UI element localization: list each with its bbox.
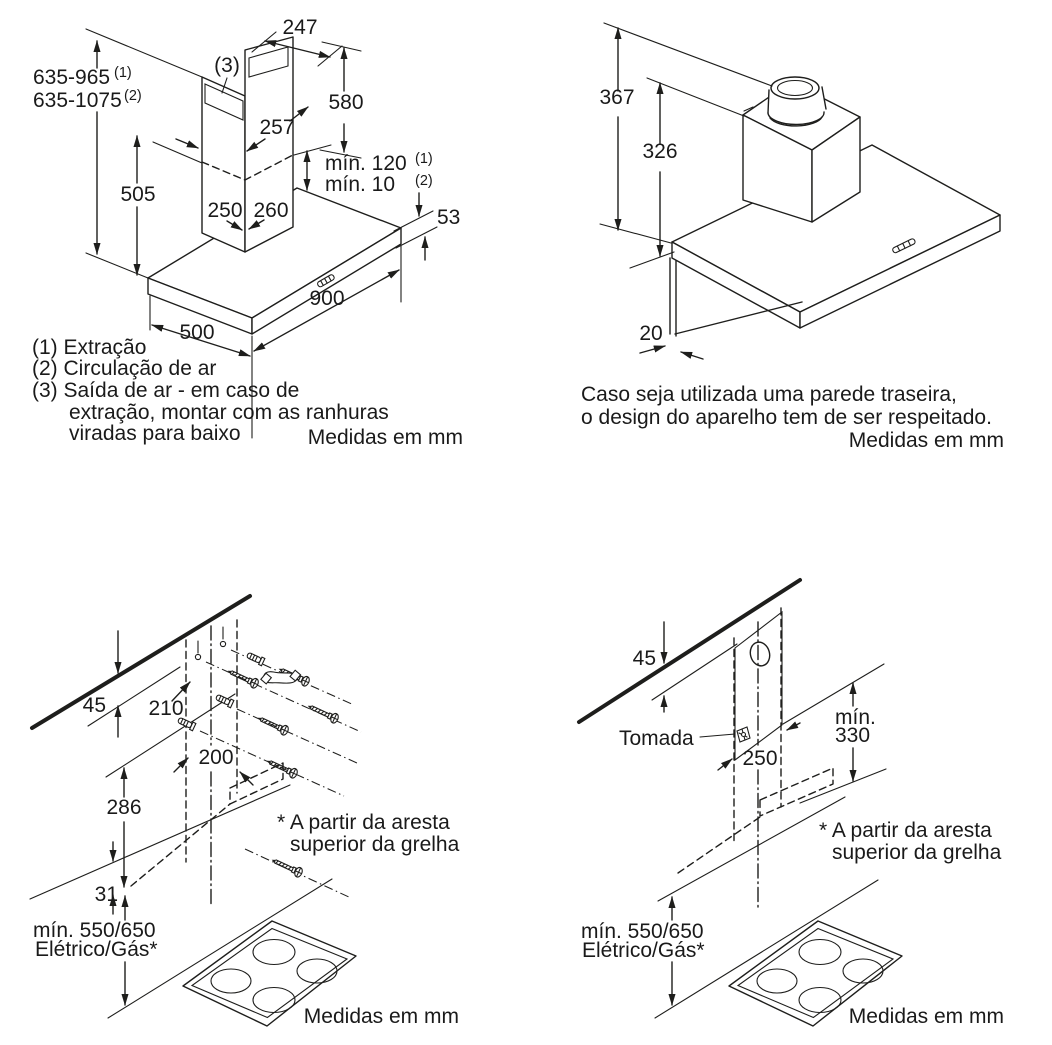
ref-min-1: (1) xyxy=(415,151,433,167)
ceiling-line xyxy=(32,596,250,728)
grate-note-line-2: superior da grelha xyxy=(832,841,1002,864)
upper-reference-line xyxy=(652,644,737,700)
dim-bracket-offset: 286 xyxy=(106,796,142,819)
panel-socket-view xyxy=(579,580,1004,1028)
legend-line-5: viradas para baixo xyxy=(69,422,241,445)
units-note: Medidas em mm xyxy=(303,1005,459,1028)
dim-ceiling-offset: 45 xyxy=(632,647,656,670)
dim-min-gap-recirculation: mín. 10 xyxy=(325,173,396,196)
legend-line-1: (1) Extração xyxy=(32,336,147,359)
dim-canopy-depth: 500 xyxy=(179,321,215,344)
socket-leader xyxy=(700,734,735,737)
dim-upper-holes-offset: 210 xyxy=(148,697,184,720)
duct-hole-icon xyxy=(748,640,773,668)
dim-height-extraction: 635-965 xyxy=(33,66,111,89)
panel-drilling-view xyxy=(30,596,460,1028)
units-note: Medidas em mm xyxy=(848,429,1004,452)
dim-rear-panel-thickness: 20 xyxy=(639,322,663,345)
dim-body-height: 326 xyxy=(642,140,678,163)
grate-note-line-2: superior da grelha xyxy=(290,833,460,856)
legend-line-3: (3) Saída de ar - em caso de xyxy=(32,379,300,402)
hob-type: Elétrico/Gás* xyxy=(582,939,705,962)
hob-min-distance: mín. 550/650 xyxy=(581,920,704,943)
caption-line-2: o design do aparelho tem de ser respeitado. xyxy=(581,406,992,429)
hob-type: Elétrico/Gás* xyxy=(35,938,158,961)
dim-upper-chimney-depth: 257 xyxy=(259,116,295,139)
dim-side-min-value: 330 xyxy=(835,724,871,747)
drill-hole xyxy=(220,641,225,646)
units-note: Medidas em mm xyxy=(307,426,463,449)
dim-chimney-top-width: 247 xyxy=(282,16,318,39)
dim-lower-edge-offset: 31 xyxy=(94,883,118,906)
lower-bracket-outline xyxy=(230,763,283,804)
dim-holes-spacing: 200 xyxy=(198,746,234,769)
dim-min-gap-extraction: mín. 120 xyxy=(325,152,407,175)
lower-bracket-outline xyxy=(760,768,833,816)
dim-ceiling-offset: 45 xyxy=(82,694,106,717)
panel-rear-wall-view xyxy=(581,23,1004,452)
ref-min-2: (2) xyxy=(415,173,433,189)
dim-side-min-label: mín. xyxy=(835,706,876,729)
hob-min-distance: mín. 550/650 xyxy=(33,919,156,942)
grate-note-line-1: * A partir da aresta xyxy=(819,819,992,842)
screw-icon xyxy=(265,756,299,779)
legend-line-2: (2) Circulação de ar xyxy=(32,357,217,380)
dim-canopy-width: 900 xyxy=(309,287,345,310)
dim-canopy-thickness: 53 xyxy=(437,206,461,229)
template-lower-line xyxy=(678,817,760,873)
dim-chimney-base-width: 250 xyxy=(207,199,243,222)
air-outlet-ref: (3) xyxy=(214,54,240,77)
screw-icon xyxy=(270,855,304,878)
hood-lower-edge-line xyxy=(658,797,845,901)
units-note: Medidas em mm xyxy=(848,1005,1004,1028)
ref-2: (2) xyxy=(124,88,142,104)
dim-lower-chimney-height: 505 xyxy=(120,183,156,206)
dim-upper-chimney-height: 580 xyxy=(328,91,364,114)
screw-icon xyxy=(256,713,290,736)
caption-line-1: Caso seja utilizada uma parede traseira, xyxy=(581,383,957,406)
dim-chimney-base-depth: 260 xyxy=(253,199,289,222)
grate-note-line-1: * A partir da aresta xyxy=(277,811,450,834)
wall-plug-icon xyxy=(246,651,265,666)
legend-line-4: extração, montar com as ranhuras xyxy=(69,401,389,424)
hood-lower-edge-line xyxy=(30,785,290,899)
template-lower-line xyxy=(131,804,230,886)
dim-total-height: 367 xyxy=(599,86,635,109)
ref-1: (1) xyxy=(114,65,132,81)
drill-hole xyxy=(195,654,200,659)
screw-icon xyxy=(226,666,260,689)
dim-recess-width: 250 xyxy=(742,747,778,770)
socket-icon xyxy=(737,727,750,742)
screw-icon xyxy=(306,701,340,724)
dim-height-recirculation: 635-1075 xyxy=(33,89,122,112)
panel-front-view xyxy=(32,16,463,449)
socket-label: Tomada xyxy=(619,727,694,750)
